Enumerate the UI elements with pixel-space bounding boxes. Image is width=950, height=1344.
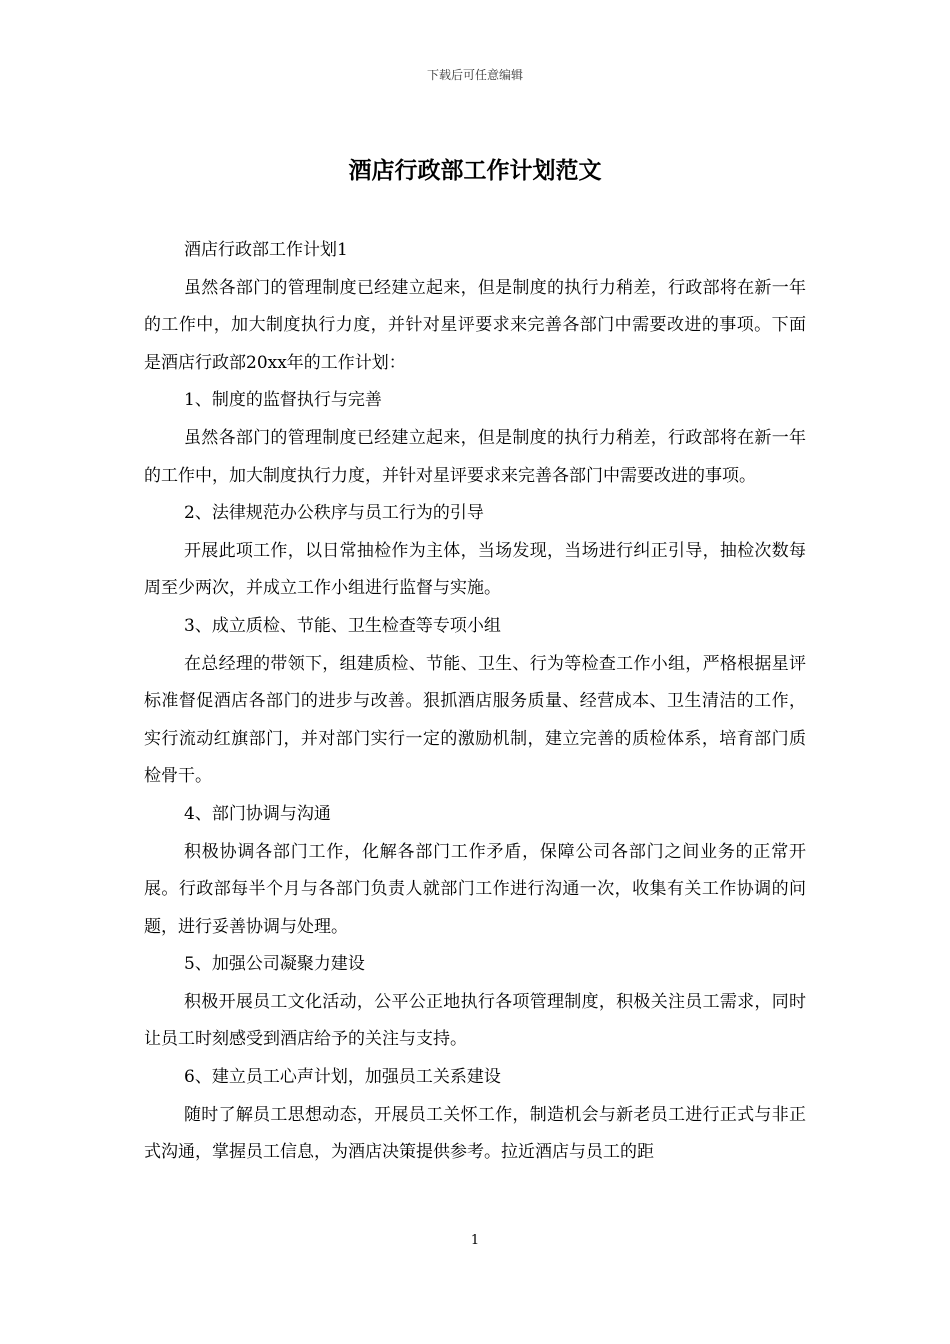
section-heading: 6、建立员工心声计划，加强员工关系建设: [184, 1067, 501, 1088]
body-paragraph: 积极协调各部门工作，化解各部门工作矛盾，保障公司各部门之间业务的正常开展。行政部每半个月与各部门负责人就部门工作进行沟通一次，收集有关工作协调的问题，进行妥善协调与处理。: [144, 841, 806, 937]
document-title: 酒店行政部工作计划范文: [348, 157, 602, 184]
section-heading: 酒店行政部工作计划1: [184, 240, 348, 260]
body-paragraph: 开展此项工作，以日常抽检作为主体，当场发现，当场进行纠正引导，抽检次数每周至少两次，并成立工作小组进行监督与实施。: [144, 540, 806, 599]
section-heading: 2、法律规范办公秩序与员工行为的引导: [184, 503, 484, 524]
body-paragraph: 积极开展员工文化活动，公平公正地执行各项管理制度，积极关注员工需求，同时让员工时刻感受到酒店给予的关注与支持。: [144, 991, 806, 1050]
section-heading: 1、制度的监督执行与完善: [184, 390, 382, 411]
body-paragraph: 在总经理的带领下，组建质检、节能、卫生、行为等检查工作小组，严格根据星评标准督促酒店各部门的进步与改善。狠抓酒店服务质量、经营成本、卫生清洁的工作，实行流动红旗部门，并对部门实行一定的激励机制，建立完善的质检体系，培育部门质检骨干。: [144, 653, 806, 787]
body-paragraph: 虽然各部门的管理制度已经建立起来，但是制度的执行力稍差，行政部将在新一年的工作中，加大制度执行力度，并针对星评要求来完善各部门中需要改进的事项。下面是酒店行政部20xx年的工作计划：: [144, 277, 806, 373]
section-heading: 3、成立质检、节能、卫生检查等专项小组: [184, 615, 501, 636]
section-heading: 4、部门协调与沟通: [184, 803, 331, 824]
body-paragraph: 虽然各部门的管理制度已经建立起来，但是制度的执行力稍差，行政部将在新一年的工作中，加大制度执行力度，并针对星评要求来完善各部门中需要改进的事项。: [144, 427, 806, 486]
page-number: 1: [470, 1233, 480, 1248]
section-heading: 5、加强公司凝聚力建设: [184, 954, 365, 975]
document-body: [144, 232, 806, 1172]
body-paragraph: 随时了解员工思想动态，开展员工关怀工作，制造机会与新老员工进行正式与非正式沟通，掌握员工信息，为酒店决策提供参考。拉近酒店与员工的距: [144, 1104, 806, 1163]
header-note: 下载后可任意编辑: [426, 68, 523, 82]
